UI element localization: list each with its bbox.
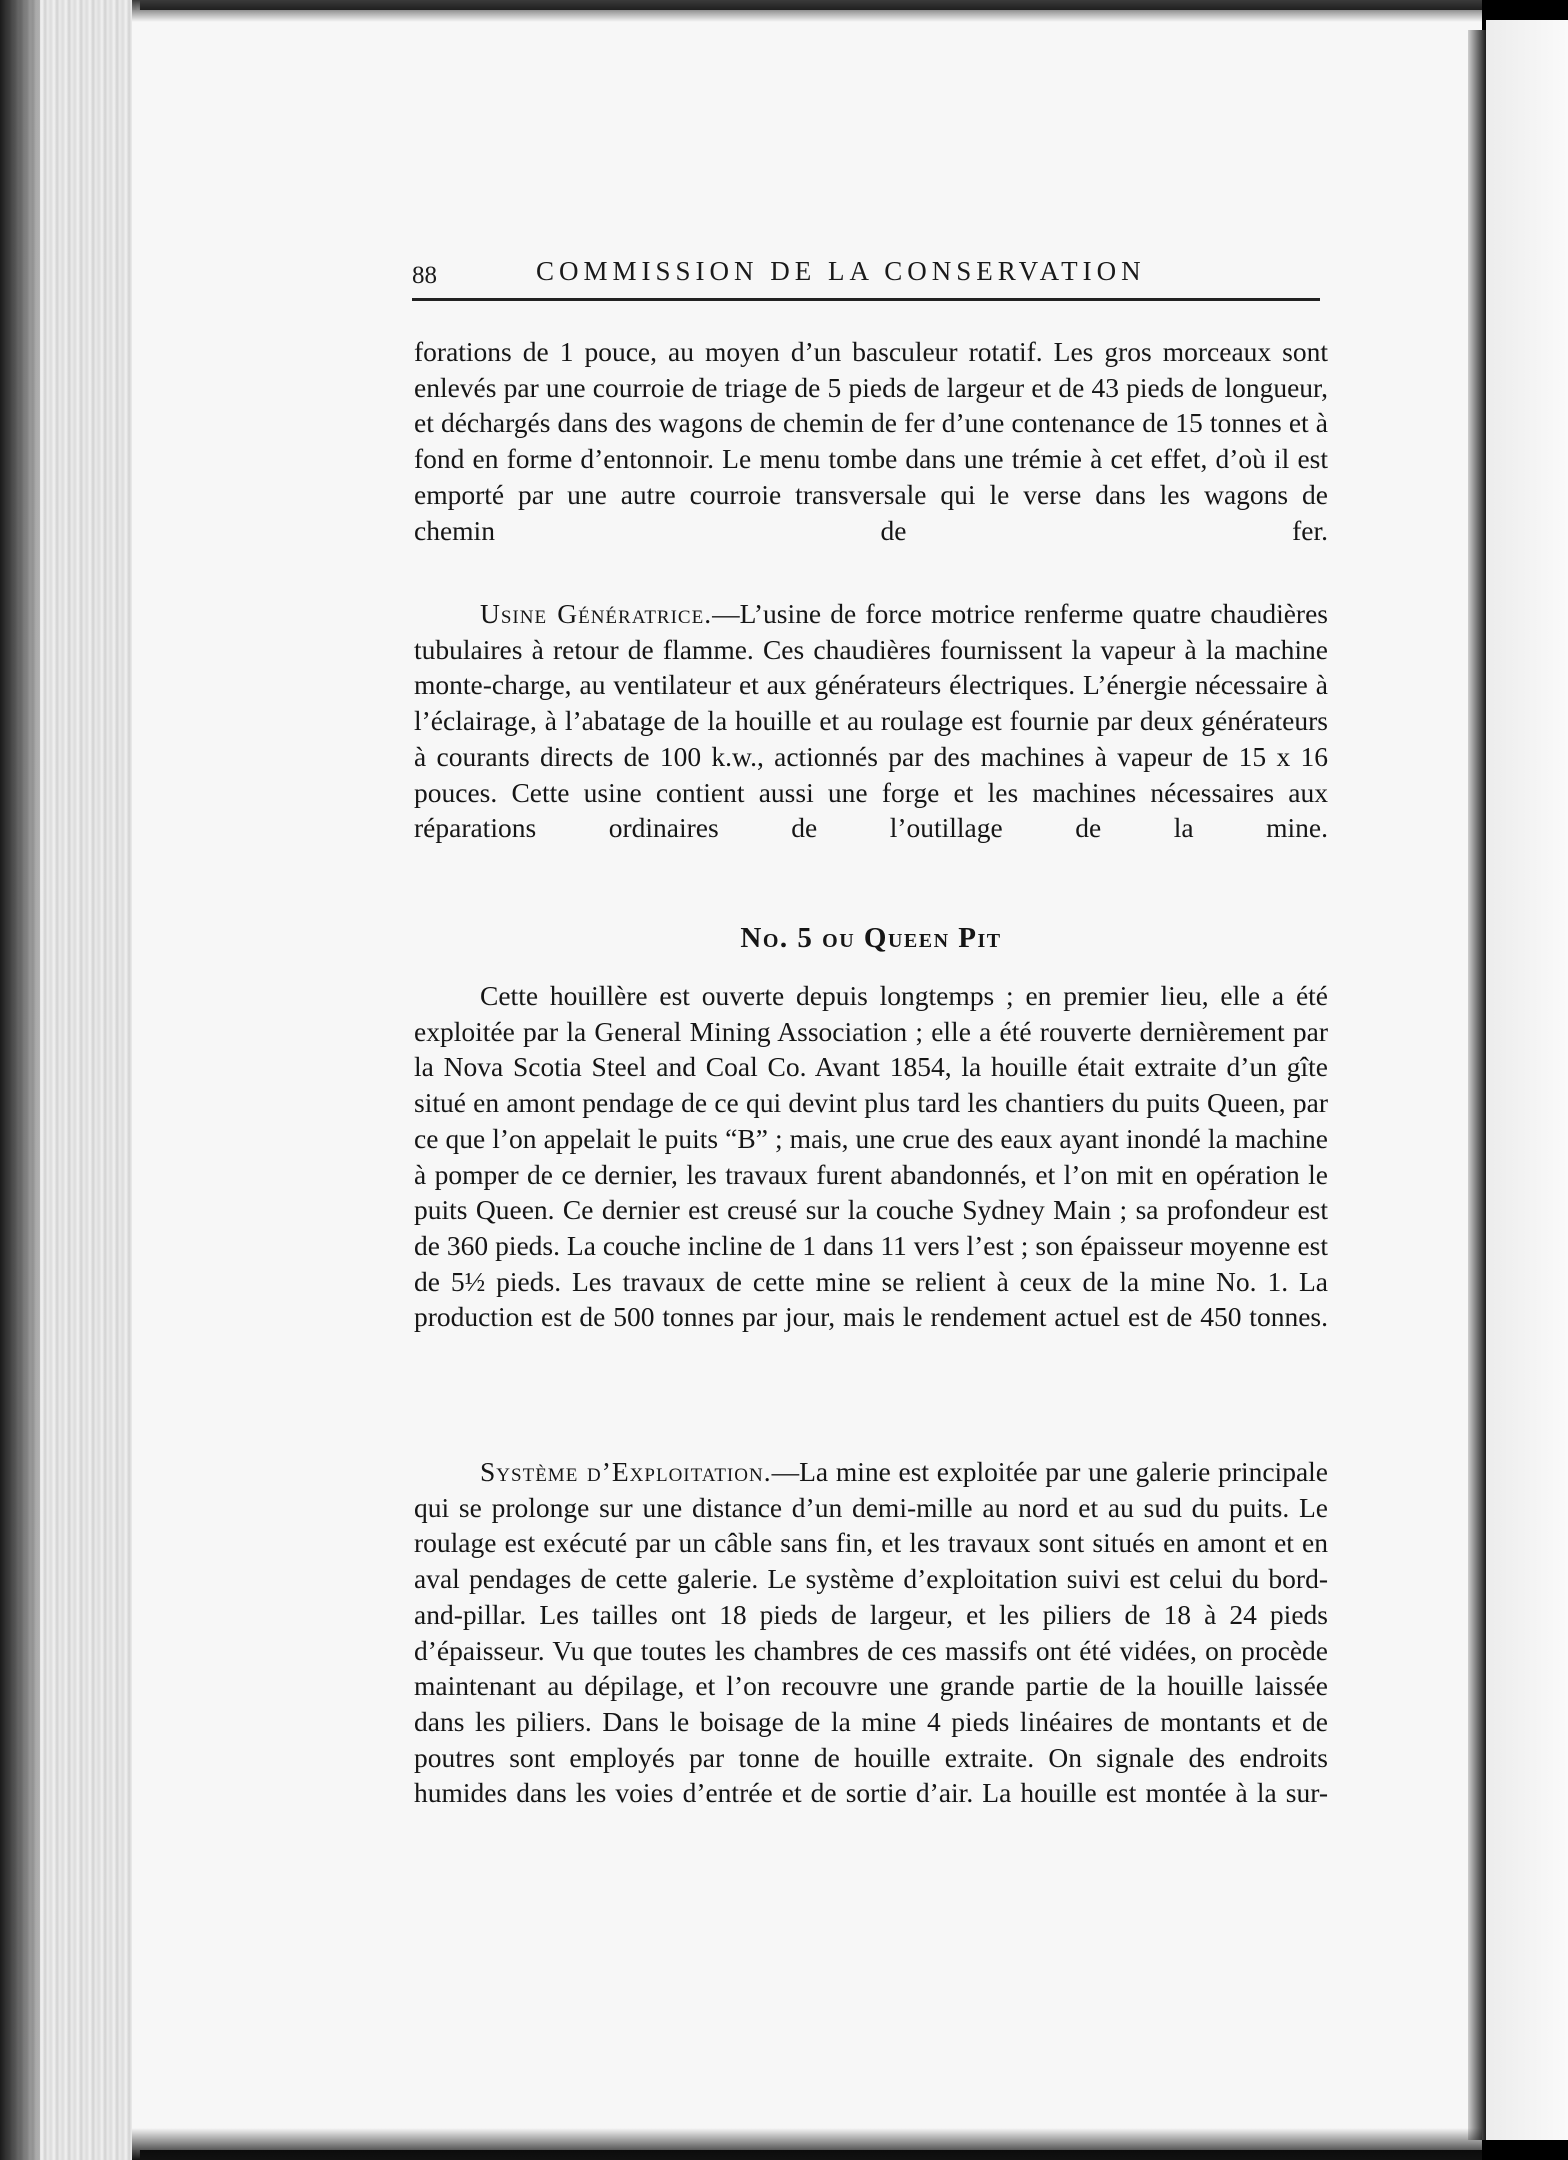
paragraph-systeme-exploitation	[414, 1454, 1328, 1884]
paragraph-text: Cette houillère est ouverte depuis longtemps ; en premier lieu, elle a été exploitée par la General Mining Association ; elle a été rouverte dernièrement par la Nova Scotia Steel and Coal Co. Avant 1854, la houille était extraite d’un gîte situé en amont pendage de ce qui devint plus tard les chantiers du puits Queen, par ce que l’on appelait le puits “B” ; mais, une crue des eaux ayant inondé la machine à pomper de ce dernier, les travaux furent abandonnés, et l’on mit en opération le puits Queen. Ce dernier est creusé sur la couche Sydney Main ; sa profondeur est de 360 pieds. La couche incline de 1 dans 11 vers l’est ; son épaisseur moyenne est de 5½ pieds. Les travaux de cette mine se relient à ceux de la mine No. 1. La production est de 500 tonnes par jour, mais le rendement actuel est de 450 tonnes.	[414, 980, 1328, 1333]
paragraph-lead-heading: Usine Génératrice.	[480, 598, 713, 629]
paragraph-queen-pit	[414, 978, 1328, 1448]
book-edge-shadow	[0, 0, 40, 2160]
paragraph-text: forations de 1 pouce, au moyen d’un basculeur rotatif. Les gros morceaux sont enlevés par une courroie de triage de 5 pieds de largeur et de 43 pieds de longueur, et déchargés dans des wagons de chemin de fer d’une contenance de 15 tonnes et à fond en forme d’entonnoir. Le menu tombe dans une trémie à cet effet, d’où il est emporté par une autre courroie transversale qui le verse dans les wagons de chemin de fer.	[414, 336, 1328, 546]
page-top-shadow	[132, 0, 1482, 22]
paragraph-usine-generatrice	[414, 596, 1328, 886]
page-number: 88	[412, 262, 437, 289]
page-bottom-shadow	[132, 2128, 1482, 2160]
paragraph-continuation	[414, 334, 1328, 584]
running-head-title: COMMISSION DE LA CONSERVATION	[536, 256, 1146, 286]
section-heading: No. 5 ou Queen Pit	[740, 922, 1002, 954]
running-header	[412, 256, 1320, 301]
paragraph-lead-heading: Système d’Exploitation.	[480, 1456, 772, 1487]
facing-page-edge	[1486, 20, 1568, 2140]
paragraph-text: —L’usine de force motrice renferme quatre chaudières tubulaires à retour de flamme. Ces chaudières fournissent la vapeur à la machine monte-charge, au ventilateur et aux générateurs électriques. L’énergie nécessaire à l’éclairage, à l’abatage de la houille et au roulage est fournie par deux générateurs à courants directs de 100 k.w., actionnés par des machines à vapeur de 15 x 16 pouces. Cette usine contient aussi une forge et les machines nécessaires aux réparations ordinaires de l’outillage de la mine.	[414, 598, 1329, 844]
book-gutter	[1468, 30, 1486, 2140]
paragraph-text: —La mine est exploitée par une galerie principale qui se prolonge sur une distance d’un demi-mille au nord et au sud du puits. Le roulage est exécuté par un câble sans fin, et les travaux sont situés en amont et en aval pendages de cette galerie. Le système d’exploitation suivi est celui du bord-and-pillar. Les tailles ont 18 pieds de largeur, et les piliers de 18 à 24 pieds d’épaisseur. Vu que toutes les chambres de ces massifs ont été vidées, on procède maintenant au dépilage, et l’on recouvre une grande partie de la houille laissée dans les piliers. Dans le boisage de la mine 4 pieds linéaires de montants et de poutres sont employés par tonne de houille extraite. On signale des endroits humides dans les voies d’entrée et de sortie d’air. La houille est montée à la sur-	[414, 1456, 1328, 1809]
